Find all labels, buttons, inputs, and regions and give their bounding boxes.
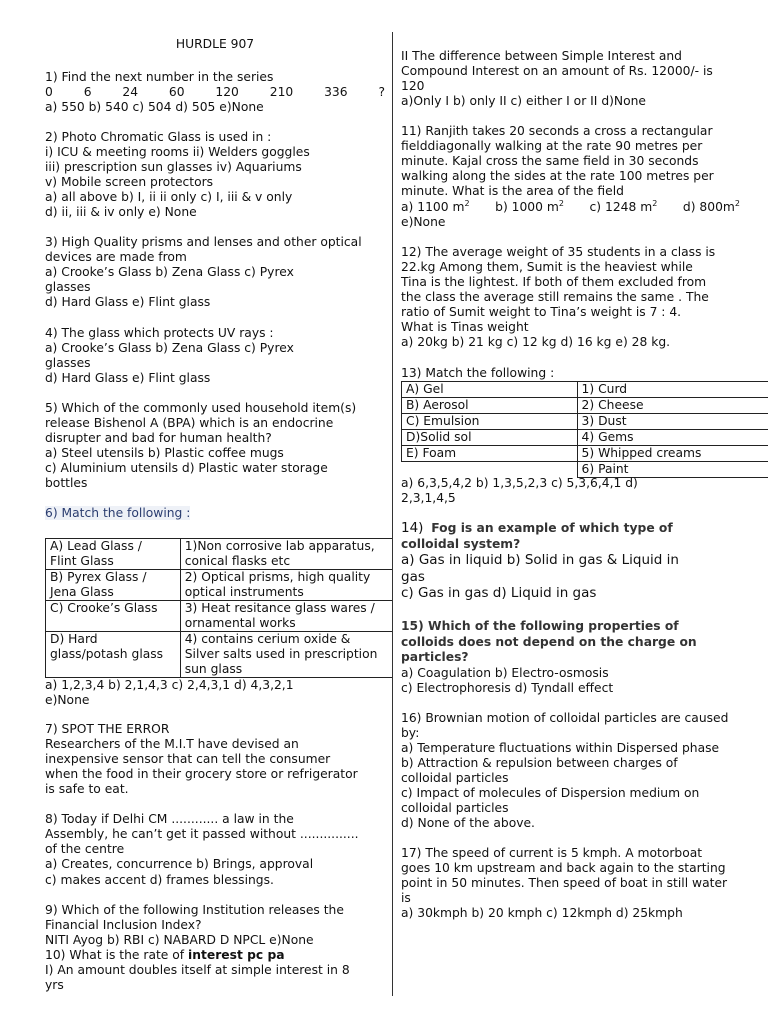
q16-line: colloidal particles <box>401 771 509 785</box>
q11-last: e)None <box>401 215 446 229</box>
q2-text: 2) Photo Chromatic Glass is used in : <box>45 130 272 144</box>
q15-question: colloids does not depend on the charge on <box>401 635 697 649</box>
q15-option: c) Electrophoresis d) Tyndall effect <box>401 681 614 695</box>
q2-line: iii) prescription sun glasses iv) Aquariums <box>45 160 302 174</box>
q6-match-table <box>45 538 393 678</box>
table-row <box>402 382 768 398</box>
q12-line: Tina is the lightest. If both of them excluded from <box>401 275 707 289</box>
table-cell: 3) Heat resitance glass wares / ornamental works <box>180 601 392 632</box>
q17-line: point in 50 minutes. Then speed of boat in still water <box>401 876 728 890</box>
table-row <box>402 430 768 446</box>
table-cell: C) Crooke’s Glass <box>46 601 181 632</box>
q4-line: 4) The glass which protects UV rays : <box>45 326 274 340</box>
table-cell: 2) Cheese <box>577 398 768 414</box>
table-cell: A) Lead Glass / Flint Glass <box>46 539 181 570</box>
q10-cont-line: 120 <box>401 79 425 93</box>
q11-line: fielddiagonally walking at the rate 90 metres per <box>401 139 703 153</box>
table-cell: D)Solid sol <box>402 430 578 446</box>
q17-line: is <box>401 891 411 905</box>
q4-line: d) Hard Glass e) Flint glass <box>45 371 211 385</box>
q13-text: 13) Match the following : <box>401 366 555 380</box>
q11-line: walking along the sides at the rate 100 metres per <box>401 169 714 183</box>
q11-option: b) 1000 $m^2$ <box>495 198 564 214</box>
q10-prefix: 10) What is the rate of <box>45 948 189 962</box>
q1-options: a) 550 b) 540 c) 504 d) 505 e)None <box>45 100 264 114</box>
q5-line: a) Steel utensils b) Plastic coffee mugs <box>45 446 284 460</box>
q10-line: yrs <box>45 978 64 992</box>
q7-line: inexpensive sensor that can tell the consumer <box>45 752 331 766</box>
q3-line: devices are made from <box>45 250 187 264</box>
table-cell: C) Emulsion <box>402 414 578 430</box>
q12-line: the class the average still remains the same . The <box>401 290 709 304</box>
q6-options: e)None <box>45 693 90 707</box>
q3-line: 3) High Quality prisms and lenses and other optical <box>45 235 362 249</box>
q16-line: 16) Brownian motion of colloidal particles are caused <box>401 711 729 725</box>
q12-line: 12) The average weight of 35 students in a class is <box>401 245 716 259</box>
q11-line: minute. What is the area of the field <box>401 184 624 198</box>
q10-text <box>45 948 385 963</box>
q7-line: when the food in their grocery store or refrigerator <box>45 767 358 781</box>
q13-match-table <box>401 381 768 478</box>
q5-line: bottles <box>45 476 88 490</box>
series-item: 6 <box>83 85 92 99</box>
q11-options <box>401 200 740 215</box>
q5-line: disrupter and bad for human health? <box>45 431 272 445</box>
q12-line: ratio of Sumit weight to Tina’s weight is 7 : 4. <box>401 305 682 319</box>
table-cell: 1) Curd <box>577 382 768 398</box>
q4-line: a) Crooke’s Glass b) Zena Glass c) Pyrex <box>45 341 294 355</box>
table-row <box>46 601 393 632</box>
table-cell: 2) Optical prisms, high quality optical instruments <box>180 570 392 601</box>
table-row <box>402 414 768 430</box>
q10-cont-line: Compound Interest on an amount of Rs. 12000/- is <box>401 64 713 78</box>
q13-options: a) 6,3,5,4,2 b) 1,3,5,2,3 c) 5,3,6,4,1 d) <box>401 476 638 490</box>
q2-line: a) all above b) I, ii ii only c) I, iii & v only <box>45 190 293 204</box>
q16-line: a) Temperature fluctuations within Dispersed phase <box>401 741 720 755</box>
q8-line: Assembly, he can’t get it passed without ............... <box>45 827 359 841</box>
q16-line: colloidal particles <box>401 801 509 815</box>
table-cell: 1)Non corrosive lab apparatus, conical flasks etc <box>180 539 392 570</box>
q2-line: d) ii, iii & iv only e) None <box>45 205 197 219</box>
q6-options: a) 1,2,3,4 b) 2,1,4,3 c) 2,4,3,1 d) 4,3,2,1 <box>45 678 294 692</box>
q10-line: I) An amount doubles itself at simple interest in 8 <box>45 963 350 977</box>
q12-line: 22.kg Among them, Sumit is the heaviest while <box>401 260 693 274</box>
q8-line: c) makes accent d) frames blessings. <box>45 873 274 887</box>
q9-line: NITI Ayog b) RBI c) NABARD D NPCL e)None <box>45 933 314 947</box>
q14-option: c) Gas in gas d) Liquid in gas <box>401 585 597 601</box>
q17-line: goes 10 km upstream and back again to the starting <box>401 861 726 875</box>
table-cell: A) Gel <box>402 382 578 398</box>
q16-line: b) Attraction & repulsion between charges of <box>401 756 678 770</box>
q15-question: particles? <box>401 650 469 664</box>
q3-line: glasses <box>45 280 91 294</box>
table-row <box>46 632 393 678</box>
table-cell: B) Aerosol <box>402 398 578 414</box>
series-item: 0 <box>45 85 53 99</box>
q15-question: 15) Which of the following properties of <box>401 619 679 633</box>
q7-line: is safe to eat. <box>45 782 129 796</box>
table-row <box>46 570 393 601</box>
q14-text: Fog is an example of which type of <box>431 521 673 535</box>
table-cell: D) Hard glass/potash glass <box>46 632 181 678</box>
q14-option: a) Gas in liquid b) Solid in gas & Liquid in <box>401 552 679 568</box>
q3-line: a) Crooke’s Glass b) Zena Glass c) Pyrex <box>45 265 294 279</box>
table-row <box>402 446 768 462</box>
q2-line: v) Mobile screen protectors <box>45 175 214 189</box>
q5-line: 5) Which of the commonly used household item(s) <box>45 401 357 415</box>
q11-option: a) 1100 $m^2$ <box>401 198 470 214</box>
table-row <box>402 398 768 414</box>
q8-line: 8) Today if Delhi CM ............ a law in the <box>45 812 294 826</box>
q14-number: 14) <box>401 520 424 536</box>
q6-text <box>45 506 385 521</box>
table-cell: B) Pyrex Glass / Jena Glass <box>46 570 181 601</box>
q12-options: a) 20kg b) 21 kg c) 12 kg d) 16 kg e) 28 kg. <box>401 335 671 349</box>
q14-option: gas <box>401 569 425 585</box>
q2-line: i) ICU & meeting rooms ii) Welders goggles <box>45 145 310 159</box>
q9-line: Financial Inclusion Index? <box>45 918 202 932</box>
q1-series <box>45 85 385 100</box>
table-cell: 6) Paint <box>577 462 768 478</box>
q12-line: What is Tinas weight <box>401 320 529 334</box>
table-cell: 4) Gems <box>577 430 768 446</box>
q10-bold: interest pc pa <box>188 948 285 962</box>
q11-option: c) 1248 $m^2$ <box>589 198 658 214</box>
page-title: HURDLE 907 <box>175 37 255 51</box>
table-cell: E) Foam <box>402 446 578 462</box>
q11-option: d) $800m^2$ <box>682 198 740 214</box>
q16-line: c) Impact of molecules of Dispersion medium on <box>401 786 700 800</box>
q7-heading: 7) SPOT THE ERROR <box>45 722 170 736</box>
q5-line: release Bishenol A (BPA) which is an endocrine <box>45 416 334 430</box>
q6-heading: 6) Match the following : <box>45 506 191 520</box>
q13-options: 2,3,1,4,5 <box>401 491 456 505</box>
q10-cont-line: a)Only I b) only II c) either I or II d)None <box>401 94 647 108</box>
table-cell: 5) Whipped creams <box>577 446 768 462</box>
table-row <box>46 539 393 570</box>
q11-line: minute. Kajal cross the same field in 30 seconds <box>401 154 699 168</box>
q11-line: 11) Ranjith takes 20 seconds a cross a rectangular <box>401 124 713 138</box>
q5-line: c) Aluminium utensils d) Plastic water storage <box>45 461 328 475</box>
q14-text: colloidal system? <box>401 537 521 551</box>
q17-line: 17) The speed of current is 5 kmph. A motorboat <box>401 846 703 860</box>
q9-line: 9) Which of the following Institution releases the <box>45 903 344 917</box>
q4-line: glasses <box>45 356 91 370</box>
column-divider <box>392 32 393 996</box>
q17-line: a) 30kmph b) 20 kmph c) 12kmph d) 25kmph <box>401 906 683 920</box>
q8-line: a) Creates, concurrence b) Brings, approval <box>45 857 314 871</box>
q16-line: by: <box>401 726 420 740</box>
q8-line: of the centre <box>45 842 125 856</box>
series-item: 210 <box>269 85 294 99</box>
q3-line: d) Hard Glass e) Flint glass <box>45 295 211 309</box>
series-item: 336 <box>324 85 348 99</box>
series-item: 120 <box>215 85 239 99</box>
table-cell: 4) contains cerium oxide & Silver salts used in prescription sun glass <box>180 632 392 678</box>
series-item: 60 <box>168 85 185 99</box>
q16-line: d) None of the above. <box>401 816 535 830</box>
table-cell: 3) Dust <box>577 414 768 430</box>
q1-text: 1) Find the next number in the series <box>45 70 274 84</box>
q10-cont-line: II The difference between Simple Interest and <box>401 49 682 63</box>
series-item: 24 <box>122 85 139 99</box>
q14-question <box>401 521 740 536</box>
q15-option: a) Coagulation b) Electro-osmosis <box>401 666 609 680</box>
q7-line: Researchers of the M.I.T have devised an <box>45 737 299 751</box>
series-item: ? <box>378 85 385 99</box>
